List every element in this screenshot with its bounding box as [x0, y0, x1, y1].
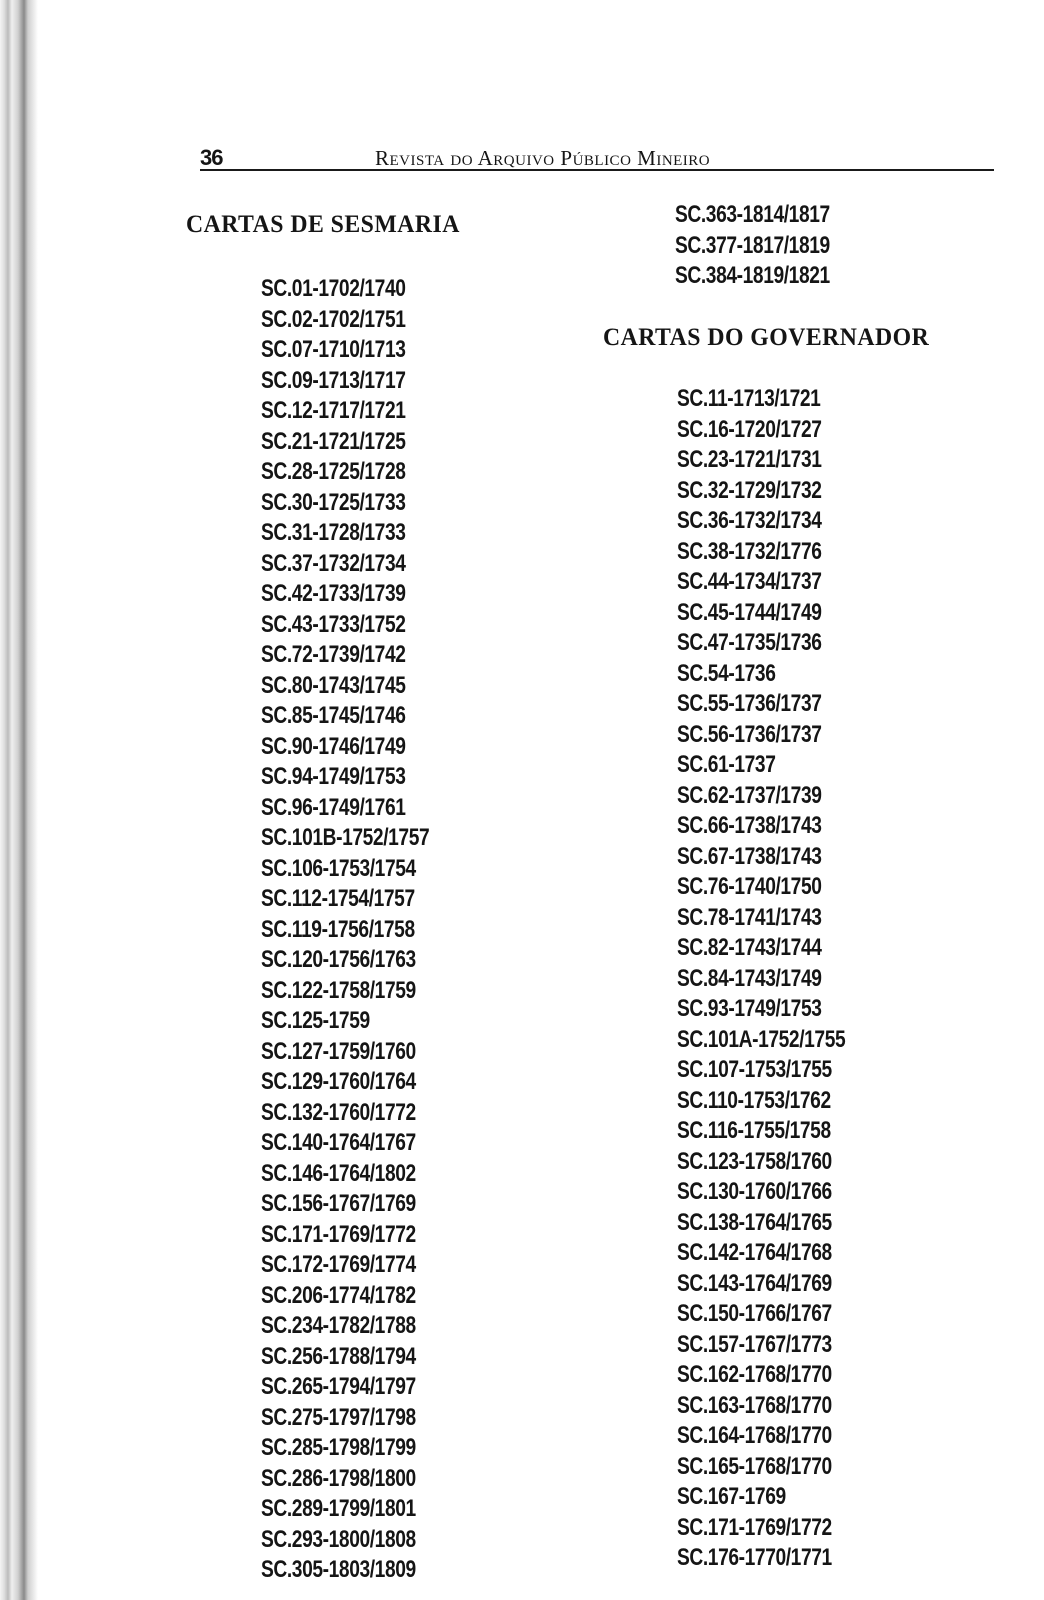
running-title: Revista do Arquivo Público Mineiro	[375, 146, 711, 170]
list-item: SC.72-1739/1742	[261, 641, 406, 668]
list-item: SC.02-1702/1751	[261, 305, 406, 333]
sesmaria-entry-list	[261, 274, 471, 1586]
list-item: SC.146-1764/1802	[261, 1159, 416, 1187]
list-item: SC.363-1814/1817	[675, 201, 830, 228]
list-item: SC.07-1710/1713	[261, 336, 406, 363]
list-item: SC.78-1741/1743	[677, 903, 822, 931]
list-item: SC.142-1764/1768	[677, 1239, 832, 1266]
sesmaria-continued-entry-list	[675, 200, 869, 292]
list-item: SC.01-1702/1740	[261, 275, 406, 302]
list-item: SC.116-1755/1758	[677, 1117, 831, 1144]
list-item: SC.30-1725/1733	[261, 488, 406, 516]
list-item: SC.31-1728/1733	[261, 519, 406, 546]
list-item: SC.171-1769/1772	[677, 1513, 832, 1541]
list-item: SC.125-1759	[261, 1007, 370, 1034]
list-item: SC.165-1768/1770	[677, 1452, 832, 1480]
list-item: SC.234-1782/1788	[261, 1312, 416, 1339]
list-item: SC.21-1721/1725	[261, 427, 406, 455]
list-item: SC.120-1756/1763	[261, 946, 416, 973]
list-item: SC.36-1732/1734	[677, 507, 822, 534]
list-item: SC.106-1753/1754	[261, 854, 416, 882]
list-item: SC.156-1767/1769	[261, 1190, 416, 1217]
list-item: SC.206-1774/1782	[261, 1281, 416, 1309]
list-item: SC.164-1768/1770	[677, 1422, 832, 1449]
list-item: SC.23-1721/1731	[677, 446, 822, 473]
list-item: SC.150-1766/1767	[677, 1300, 832, 1327]
list-item: SC.162-1768/1770	[677, 1361, 832, 1388]
list-item: SC.28-1725/1728	[261, 458, 406, 485]
list-item: SC.44-1734/1737	[677, 568, 822, 595]
list-item: SC.112-1754/1757	[261, 885, 415, 912]
list-item: SC.55-1736/1737	[677, 690, 822, 717]
list-item: SC.76-1740/1750	[677, 873, 822, 900]
list-item: SC.85-1745/1746	[261, 702, 406, 729]
list-item: SC.293-1800/1808	[261, 1525, 416, 1553]
list-item: SC.101B-1752/1757	[261, 824, 430, 851]
list-item: SC.82-1743/1744	[677, 934, 822, 961]
section-heading-cartas-do-governador: CARTAS DO GOVERNADOR	[603, 324, 930, 351]
list-item: SC.11-1713/1721	[677, 385, 821, 412]
list-item: SC.163-1768/1770	[677, 1391, 832, 1419]
list-item: SC.129-1760/1764	[261, 1068, 416, 1095]
list-item: SC.132-1760/1772	[261, 1098, 416, 1126]
list-item: SC.172-1769/1774	[261, 1251, 416, 1278]
list-item: SC.275-1797/1798	[261, 1403, 416, 1431]
list-item: SC.143-1764/1769	[677, 1269, 832, 1297]
list-item: SC.80-1743/1745	[261, 671, 406, 699]
list-item: SC.130-1760/1766	[677, 1178, 832, 1205]
list-item: SC.157-1767/1773	[677, 1330, 832, 1358]
list-item: SC.47-1735/1736	[677, 629, 822, 656]
list-item: SC.138-1764/1765	[677, 1208, 832, 1236]
list-item: SC.384-1819/1821	[675, 262, 830, 289]
list-item: SC.265-1794/1797	[261, 1373, 416, 1400]
list-item: SC.127-1759/1760	[261, 1037, 416, 1065]
list-item: SC.305-1803/1809	[261, 1556, 416, 1583]
list-item: SC.43-1733/1752	[261, 610, 406, 638]
list-item: SC.167-1769	[677, 1483, 786, 1510]
list-item: SC.90-1746/1749	[261, 732, 406, 760]
list-item: SC.62-1737/1739	[677, 781, 822, 809]
list-item: SC.176-1770/1771	[677, 1544, 832, 1571]
list-item: SC.61-1737	[677, 751, 776, 778]
list-item: SC.93-1749/1753	[677, 995, 822, 1022]
list-item: SC.122-1758/1759	[261, 976, 416, 1004]
list-item: SC.107-1753/1755	[677, 1056, 832, 1083]
list-item: SC.84-1743/1749	[677, 964, 822, 992]
list-item: SC.256-1788/1794	[261, 1342, 416, 1370]
list-item: SC.101A-1752/1755	[677, 1025, 846, 1053]
list-item: SC.56-1736/1737	[677, 720, 822, 748]
list-item: SC.377-1817/1819	[675, 231, 830, 259]
list-item: SC.16-1720/1727	[677, 415, 822, 443]
list-item: SC.38-1732/1776	[677, 537, 822, 565]
list-item: SC.110-1753/1762	[677, 1086, 831, 1114]
list-item: SC.12-1717/1721	[261, 397, 406, 424]
list-item: SC.42-1733/1739	[261, 580, 406, 607]
list-item: SC.285-1798/1799	[261, 1434, 416, 1461]
list-item: SC.54-1736	[677, 659, 776, 687]
list-item: SC.94-1749/1753	[261, 763, 406, 790]
page-number: 36	[200, 145, 223, 170]
list-item: SC.286-1798/1800	[261, 1464, 416, 1492]
list-item: SC.171-1769/1772	[261, 1220, 416, 1248]
list-item: SC.09-1713/1717	[261, 366, 406, 394]
governador-entry-list	[677, 384, 887, 1574]
list-item: SC.67-1738/1743	[677, 842, 822, 870]
list-item: SC.45-1744/1749	[677, 598, 822, 626]
list-item: SC.37-1732/1734	[261, 549, 406, 577]
page-header	[200, 145, 994, 171]
book-page-edge	[0, 0, 38, 1600]
list-item: SC.96-1749/1761	[261, 793, 406, 821]
list-item: SC.119-1756/1758	[261, 915, 415, 943]
list-item: SC.140-1764/1767	[261, 1129, 416, 1156]
section-heading-cartas-de-sesmaria: CARTAS DE SESMARIA	[186, 211, 460, 238]
list-item: SC.66-1738/1743	[677, 812, 822, 839]
list-item: SC.32-1729/1732	[677, 476, 822, 504]
list-item: SC.123-1758/1760	[677, 1147, 832, 1175]
list-item: SC.289-1799/1801	[261, 1495, 416, 1522]
